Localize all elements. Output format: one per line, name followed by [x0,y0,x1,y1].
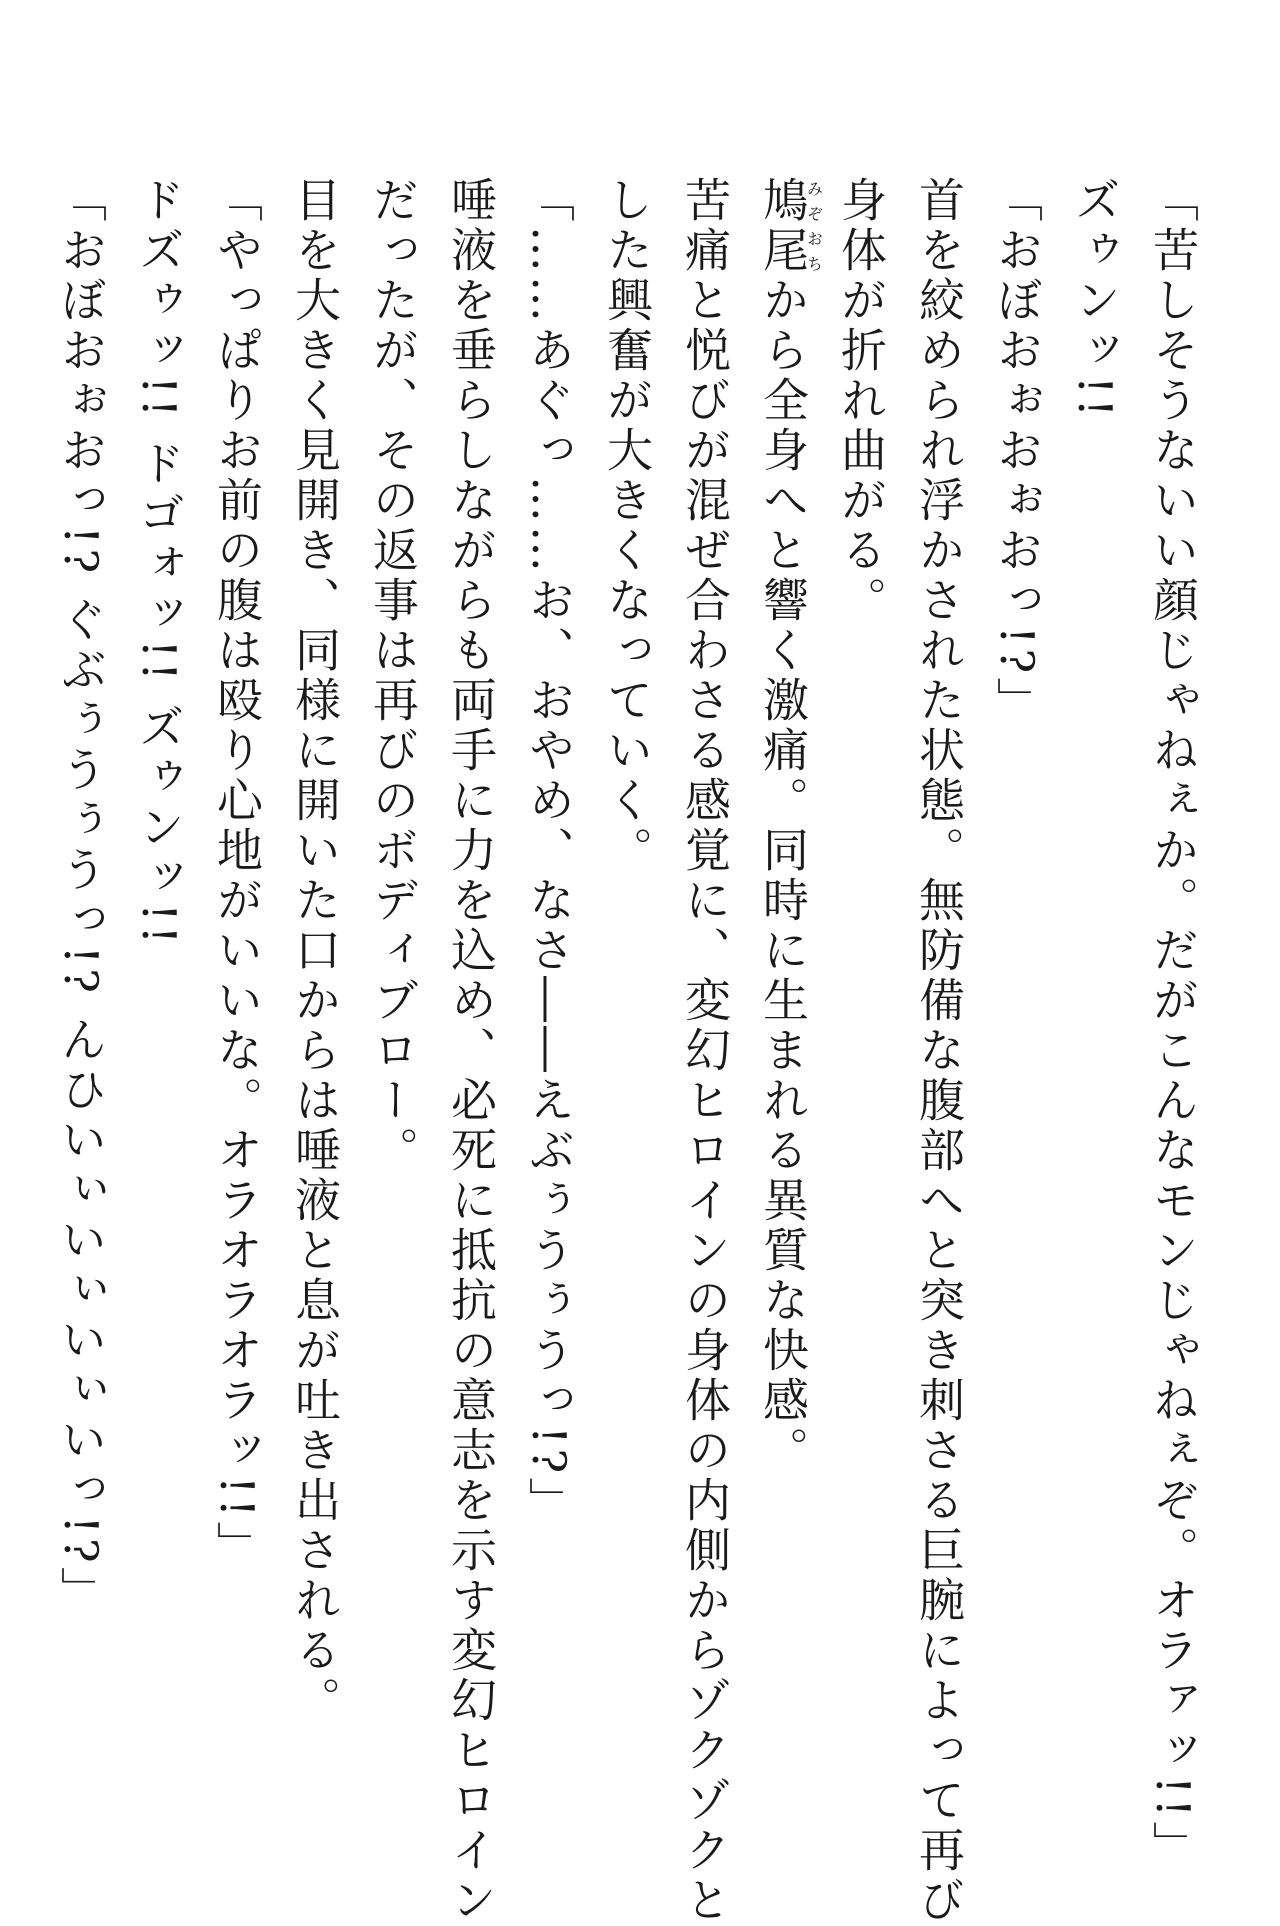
text-line: 唾液を垂らしながらも両手に力を込め、必死に抵抗の意志を示す変幻ヒロイン [444,176,498,1926]
text-line: 苦痛と悦びが混ぜ合わさる感覚に、変幻ヒロインの身体の内側からゾクゾクと [678,176,732,1926]
text-line: 目を大きく見開き、同様に開いた口からは唾液と息が吐き出される。 [288,176,342,1726]
vertical-text-body [54,176,1212,1926]
text-line: 首を絞められ浮かされた状態。無防備な腹部へと突き刺さる巨腕によって再び [912,176,966,1926]
ruby-line-rest: から全身へと響く激痛。同時に生まれる異質な快感。 [756,276,810,1476]
text-line: 身体が折れ曲がる。 [834,176,888,626]
text-line: 「苦しそうないい顔じゃねぇか。だがこんなモンじゃねぇぞ。オラァッ!!」 [1146,176,1200,1871]
text-line: 「……あぐっ……お、おやめ、なさ――えぶぅうぅうっ!?」 [522,176,576,1528]
text-line-with-ruby [744,176,822,1696]
ruby-base: 鳩尾 [756,176,810,276]
text-line: だったが、その返事は再びのボディブロー。 [366,176,420,1176]
text-line: 「おぼおぉおっ!? ぐぶぅうぅうっ!? んひいぃいぃいぃいっ!?」 [54,176,108,1617]
text-line: 「やっぱりお前の腹は殴り心地がいいな。オラオラオラッ!!」 [210,176,264,1571]
text-line: ズゥンッ!! [1068,176,1122,421]
text-line: ドズゥッ!! ドゴォッ!! ズゥンッ!! [132,176,186,949]
ruby-reading: みぞおち [804,176,824,276]
text-line: 「おぼおぉおぉおっ!?」 [990,176,1044,728]
ruby-word [756,176,824,276]
text-line: した興奮が大きくなっていく。 [600,176,654,876]
